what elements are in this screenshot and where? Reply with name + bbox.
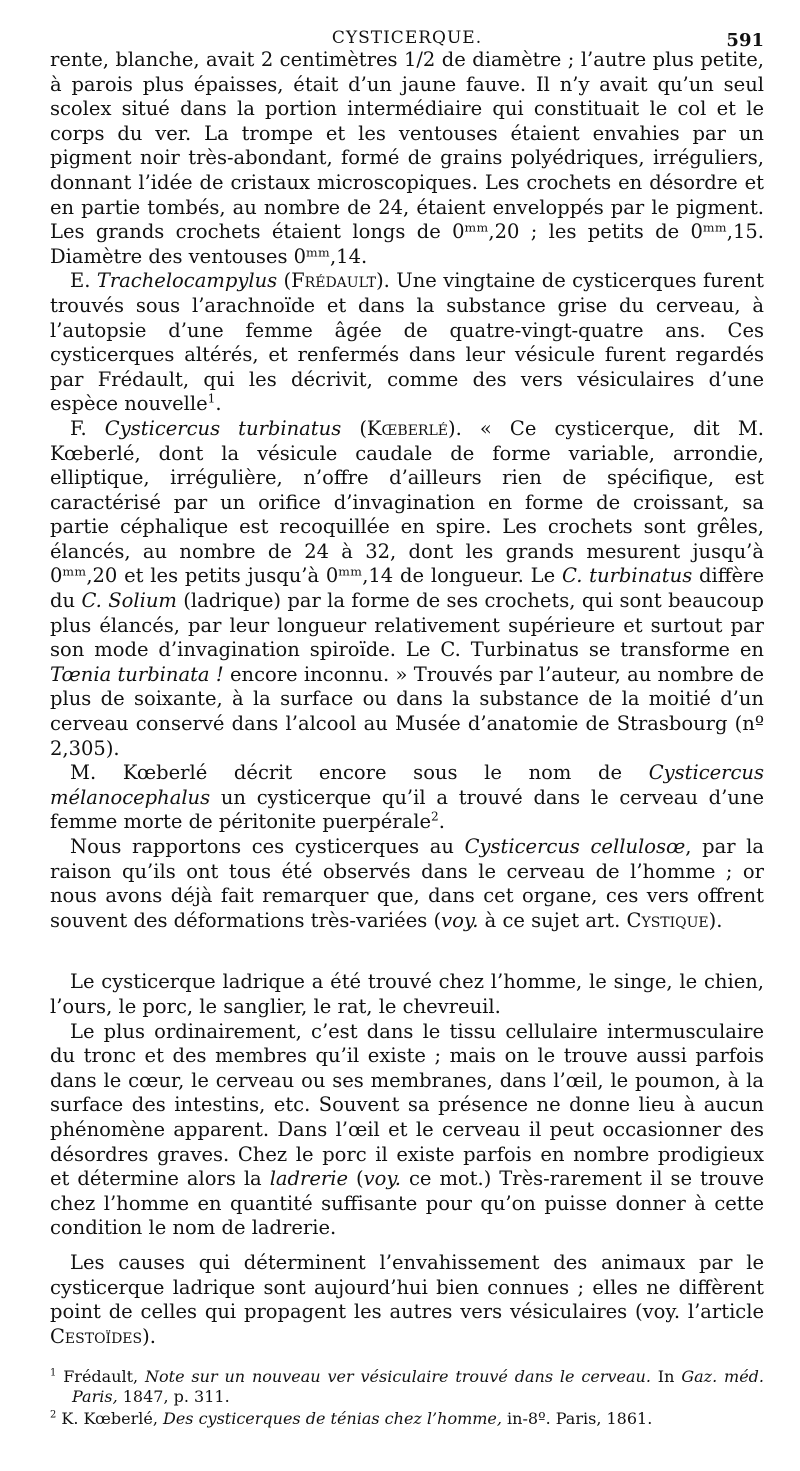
cross-reference: Cystique — [626, 908, 709, 932]
footnote: $^2$ K. Kœberlé, Des cysticerques de ténias chez l’homme, in-8º. Paris, 1861. — [50, 1409, 653, 1429]
paragraph-hosts: Le cysticerque ladrique a été trouvé chez l’homme, le singe, le chien, l’ours, le porc, le sanglier, le rat, le chevreuil. — [50, 970, 764, 1018]
paragraph-causes: Les causes qui déterminent l’envahissement des animaux par le cysticerque ladrique sont aujourd’hui bien connues ; elles ne diffèrent point de celles qui propagent les autres vers vésiculaires (voy. l’article Cestoïdes). — [50, 1250, 764, 1348]
paragraph-continuation: rente, blanche, avait 2 centimètres 1/2 de diamètre ; l’autre plus petite, à parois plus épaisses, était d’un jaune fauve. Il n’y avait qu’un seul scolex situé dans la portion intermédiaire qui constituait le col et le corps du ver. La trompe et les ventouses étaient envahies par un pigment noir très-abondant, formé de grains polyédriques, irréguliers, donnant l’idée de cristaux microscopiques. Les crochets en désordre et en partie tombés, au nombre de 24, étaient enveloppés par le pigment. Les grands crochets étaient longs de 0ᵐᵐ,20 ; les petits de 0ᵐᵐ,15. Diamètre des ventouses 0ᵐᵐ,14. — [50, 48, 764, 268]
paragraph-melanocephalus: M. Kœberlé décrit encore sous le nom de Cysticercus mélanocephalus un cysticerque qu’il a trouvé dans le cerveau d’une femme morte de péritonite puerpérale$^2$. — [50, 761, 764, 834]
paragraph-turbinatus: F. Cysticercus turbinatus (Kœberlé). « Ce cysticerque, dit M. Kœberlé, dont la vésicule caudale de forme variable, arrondie, elliptique, irrégulière, n’offre d’ailleurs rien de spécifique, est caractérisé par un orifice d’invagination en forme de croissant, sa partie céphalique est recoquillée en spire. Les crochets sont grêles, élancés, au nombre de 24 à 32, dont les grands mesurent jusqu’à 0ᵐᵐ,20 et les petits jusqu’à 0ᵐᵐ,14 de longueur. Le C. turbinatus diffère du C. Solium (ladrique) par la forme de ses crochets, qui sont beaucoup plus élancés, par leur longueur relativement supérieure et surtout par son mode d’invagination spiroïde. Le C. Turbinatus se transforme en Tœnia turbinata ! encore inconnu. » Trouvés par l’auteur, au nombre de plus de soixante, à la surface ou dans la substance de la moitié d’un cerveau conservé dans l’alcool au Musée d’anatomie de Strasbourg (nº 2,305). — [50, 416, 765, 760]
paragraph-cellulosae: Nous rapportons ces cysticerques au Cysticercus cellulosœ, par la raison qu’ils ont tous été observés dans le cerveau de l’homme ; or nous avons déjà fait remarquer que, dans cet organe, ces vers offrent souvent des déformations très-variées (voy. à ce sujet art. Cystique). — [50, 835, 765, 932]
page-number: 591 — [726, 30, 764, 51]
footnote-mark: 2 — [50, 1409, 57, 1421]
footnote-mark: 1 — [50, 1367, 57, 1379]
author-name: (Frédault). — [283, 269, 390, 293]
running-title: CYSTICERQUE. — [331, 28, 483, 48]
species-name: Trachelocampylus — [96, 269, 278, 293]
footnotes — [50, 1367, 764, 1429]
body-text — [50, 48, 764, 1349]
species-name: Cysticercus turbinatus — [104, 416, 342, 440]
paragraph-trachelocampylus: E. Trachelocampylus (Frédault). Une vingtaine de cysticerques furent trouvés sous l’arachnoïde et dans la substance grise du cerveau, à l’autopsie d’une femme âgée de quatre-vingt-quatre ans. Ces cysticerques altérés, et renfermés dans leur vésicule furent regardés par Frédault, qui les décrivit, comme des vers vésiculaires d’une espèce nouvelle$^1$. — [50, 269, 764, 416]
footnote: $^1$ Frédault, Note sur un nouveau ver vésiculaire trouvé dans le cerveau. In Gaz. méd. Paris, 1847, p. 311. — [50, 1367, 764, 1406]
running-head — [50, 0, 764, 51]
paragraph-location: Le plus ordinairement, c’est dans le tissu cellulaire intermusculaire du tronc et des membres qu’il existe ; mais on le trouve aussi parfois dans le cœur, le cerveau ou ses membranes, dans l’œil, le poumon, à la surface des intestins, etc. Souvent sa présence ne donne lieu à aucun phénomène apparent. Dans l’œil et le cerveau il peut occasionner des désordres graves. Chez le porc il existe parfois en nombre prodigieux et détermine alors la ladrerie (voy. ce mot.) Très-rarement il se trouve chez l’homme en quantité suffisante pour qu’on puisse donner à cette condition le nom de ladrerie. — [50, 1019, 765, 1240]
footnote-ref: 2 — [431, 809, 439, 824]
author-name: (Kœberlé). — [359, 416, 462, 440]
footnote-ref: 1 — [207, 391, 216, 406]
cross-reference: Cestoïdes — [50, 1324, 143, 1348]
